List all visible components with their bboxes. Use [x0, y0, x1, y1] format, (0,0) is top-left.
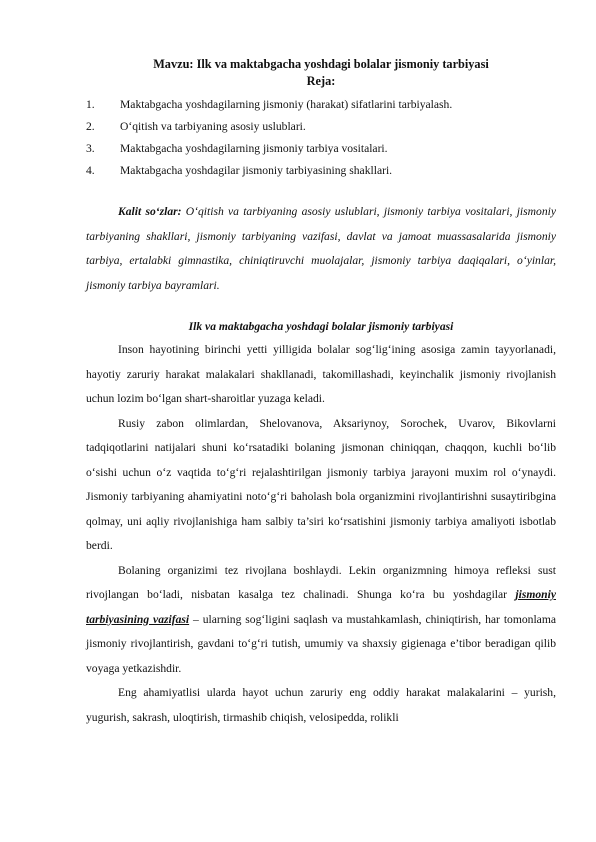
document-title: Mavzu: Ilk va maktabgacha yoshdagi bolalar jismoniy tarbiyasi: [153, 57, 489, 71]
plan-list: [86, 94, 556, 182]
plan-item: [86, 138, 556, 160]
plan-item-text: Maktabgacha yoshdagilarning jismoniy (harakat) sifatlarini tarbiyalash.: [120, 98, 453, 111]
emphasis-vazifasi: jismoniy tarbiyasining vazifasi: [86, 588, 556, 626]
paragraph-3-end: – ularning sog‘ligini saqlash va mustahkamlash, chiniqtirish, har tomonlama jismoniy rivojlantirish, gavdani to‘g‘ri tutish, umumiy va shaxsiy gigienaga e’tibor beradigan qilib voyaga yetkazishdir.: [86, 612, 556, 675]
paragraph-3: [86, 559, 556, 682]
plan-item: [86, 94, 556, 116]
paragraph-4: Eng ahamiyatlisi ularda hayot uchun zaruriy eng oddiy harakat malakalarini – yurish, yugurish, sakrash, uloqtirish, tirmashib chiqish, velosipedda, rolikli: [86, 686, 556, 724]
section-title: Ilk va maktabgacha yoshdagi bolalar jismoniy tarbiyasi: [188, 320, 454, 333]
plan-item: [86, 116, 556, 138]
plan-item-number: 2.: [86, 120, 95, 133]
plan-item-text: Maktabgacha yoshdagilarning jismoniy tarbiya vositalari.: [120, 142, 388, 155]
paragraph-3-start: Bolaning organizimi tez rivojlana boshlaydi. Lekin organizmning himoya refleksi sust rivojlangan bo‘ladi, nisbatan kasalga tez chalinadi. Shunga ko‘ra bu yoshdagilar: [86, 563, 556, 601]
plan-item-text: O‘qitish va tarbiyaning asosiy uslublari.: [120, 120, 306, 133]
keywords-label: Kalit so‘zlar:: [118, 205, 182, 218]
plan-item-text: Maktabgacha yoshdagilar jismoniy tarbiyasining shakllari.: [120, 164, 393, 177]
paragraph-2: Rusiy zabon olimlardan, Shelovanova, Aksariynoy, Sorochek, Uvarov, Bikovlarni tadqiqotlarini natijalari shuni ko‘rsatadiki bolaning jismonan chiniqqan, chaqqon, kuchli bo‘lib o‘sishi uchun o‘z vaqtida to‘g‘ri rejalashtirilgan jismoniy tarbiya jarayoni muxim rol o‘ynaydi. Jismoniy tarbiyaning ahamiyatini noto‘g‘ri baholash bola organizmini rivojlantirishni susaytiribgina qolmay, uni aqliy rivojlanishiga ham salbiy ta’siri ko‘rsatishini jismoniy tarbiya amaliyoti isbotlab berdi.: [86, 416, 556, 552]
keywords-text: O‘qitish va tarbiyaning asosiy uslublari, jismoniy tarbiya vositalari, jismoniy tarbiyaning shakllari, jismoniy tarbiyaning vazifasi, davlat va jamoat muassasalarida jismoniy tarbiya, ertalabki gimnastika, chiniqtiruvchi muolajalar, jismoniy tarbiya daqiqalari, o‘yinlar, jismoniy tarbiya bayramlari.: [86, 205, 556, 292]
keywords-paragraph: [86, 200, 556, 298]
plan-item-number: 3.: [86, 142, 95, 155]
plan-item: [86, 160, 556, 182]
plan-item-number: 4.: [86, 164, 95, 177]
plan-heading: Reja:: [306, 74, 336, 88]
document-page: [86, 56, 556, 730]
paragraph-1: Inson hayotining birinchi yetti yilligida bolalar sog‘lig‘ining asosiga zamin tayyorlanadi, hayotiy zaruriy harakat malakalari shakllanadi, takomillashadi, keyinchalik jismoniy rivojlanish uchun lozim bo‘lgan shart-sharoitlar yuzaga keladi.: [86, 343, 556, 405]
plan-item-number: 1.: [86, 98, 95, 111]
